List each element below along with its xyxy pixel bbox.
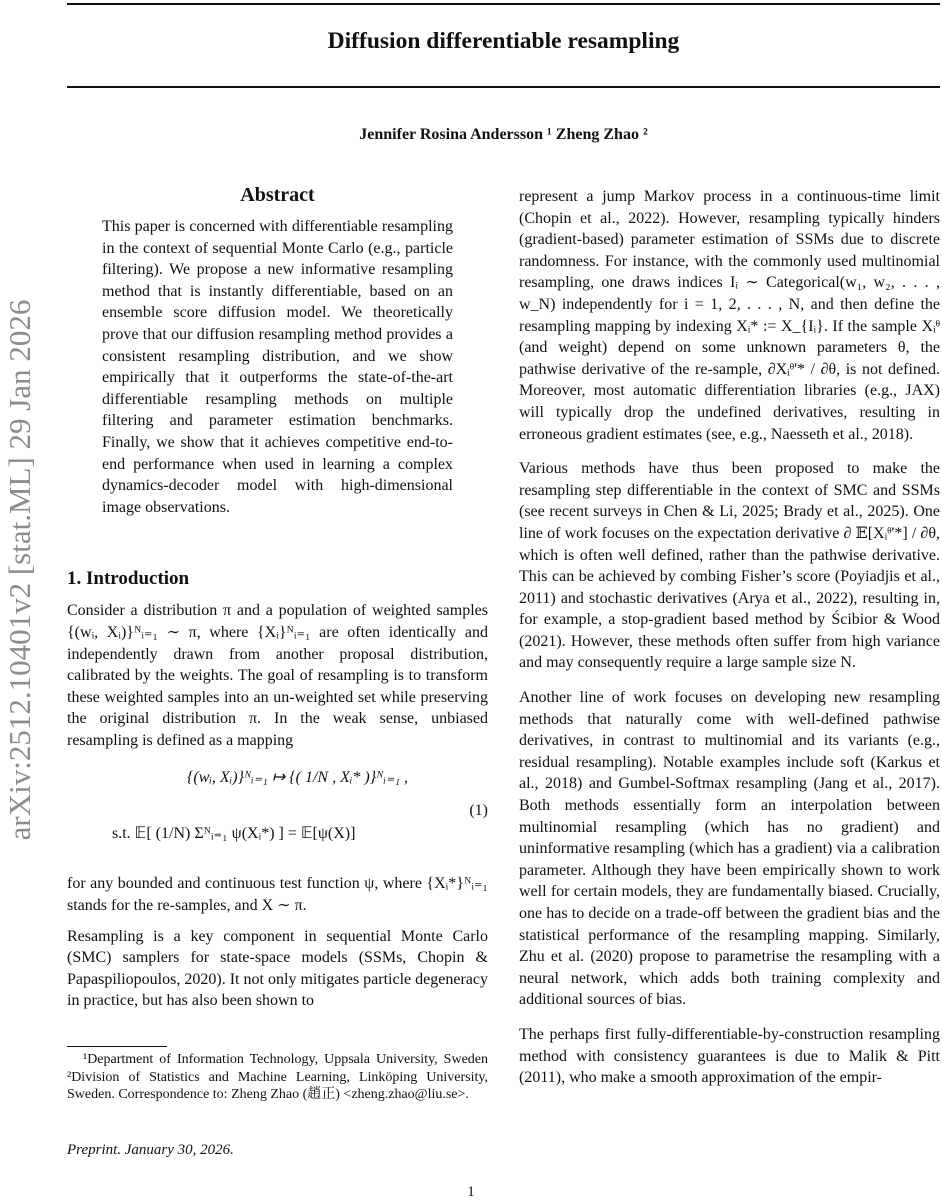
right-paragraph-4: The perhaps first fully-differentiable-by-construction resampling method with consistency guarantees is due to Malik & Pitt (2011), who make a smooth approximation of the empir- [519, 1025, 940, 1087]
right-paragraph-1: represent a jump Markov process in a continuous-time limit (Chopin et al., 2022). However, resampling typically hinders (gradient-based) parameter estimation of SSMs due to discrete randomness. For instance, with the commonly used multinomial resampling, one draws indices Iᵢ ∼ Categorical(w₁, w₂, . . . , w_N) independently for i = 1, 2, . . . , N, and then define the resampling mapping by indexing Xᵢ* := X_{Iᵢ}. If the sample Xᵢᶿ (and weight) depend on some unknown parameters θ, the pathwise derivative of the re-sample, ∂Xᵢᶿ'* / ∂θ, is not defined. Moreover, most automatic differentiation libraries (e.g., JAX) will typically drop the undefined derivatives, resulting in erroneous gradient estimates (see, e.g., Naesseth et al., 2018). [519, 188, 940, 443]
equation-1-line-1: {(wᵢ, Xᵢ)}ᴺᵢ₌₁ ↦ {( 1/N , Xᵢ* )}ᴺᵢ₌₁ , [187, 769, 409, 787]
intro-paragraph-2: for any bounded and continuous test function ψ, where {Xᵢ*}ᴺᵢ₌₁ stands for the re-samples, and X ∼ π. [67, 875, 488, 915]
equation-1 [67, 757, 488, 869]
intro-paragraph-3: Resampling is a key component in sequential Monte Carlo (SMC) samplers for state-space models (SSMs, Chopin & Papaspiliopoulos, 2020). It not only mitigates particle degeneracy in practice, but has also been shown to [67, 927, 488, 1010]
left-column [67, 180, 488, 1012]
introduction-heading: 1. Introduction [67, 568, 190, 590]
paper-title: Diffusion differentiable resampling [327, 28, 680, 54]
equation-number: (1) [469, 802, 488, 820]
top-rule [67, 3, 940, 5]
right-column [519, 186, 940, 1089]
right-paragraph-3: Another line of work focuses on developing new resampling methods that naturally come with well-defined pathwise derivatives, in contrast to multinomial and its variants (e.g., residual resampling). Notable examples include soft (Karkus et al., 2018) and Gumbel-Softmax resampling (Jang et al., 2017). Both methods essentially form an interpolation between multinomial resampling (which has no gradient) and uninformative resampling (which has a gradient) via a calibration parameter. Although they have been empirically shown to work well for certain models, they are fundamentally biased. Crucially, one has to decide on a trade-off between the gradient bias and the statistical performance of the resampling mapping. Similarly, Zhu et al. (2020) propose to parametrise the resampling with a neural network, which adds both training complexity and additional sources of bias. [519, 689, 940, 1009]
abstract-body: This paper is concerned with differentiable resampling in the context of sequential Monte Carlo (e.g., particle filtering). We propose a new informative resampling method that is instantly differentiable, based on an ensemble score diffusion model. We theoretically prove that our diffusion resampling method provides a consistent resampling distribution, and we show empirically that it outperforms the state-of-the-art differentiable resampling methods on multiple filtering and parameter estimation benchmarks. Finally, we show that it achieves competitive end-to-end performance when used in learning a complex dynamics-decoder model with high-dimensional image observations. [102, 218, 453, 516]
intro-paragraph-1: Consider a distribution π and a population of weighted samples {(wᵢ, Xᵢ)}ᴺᵢ₌₁ ∼ π, where {Xᵢ}ᴺᵢ₌₁ are often identically and independently drawn from another proposal distribution, calibrated by the weights. The goal of resampling is to transform these weighted samples into an un-weighted set while preserving the original distribution π. In the weak sense, unbiased resampling is defined as a mapping [67, 602, 488, 749]
arxiv-stamp-text: arXiv:2512.10401v2 [stat.ML] 29 Jan 2026 [2, 299, 37, 841]
title-bottom-rule [67, 86, 940, 88]
footnote-rule [67, 1046, 167, 1047]
page-number: 1 [467, 1184, 475, 1200]
authors: Jennifer Rosina Andersson ¹ Zheng Zhao ² [359, 126, 648, 143]
affiliation-footnote: ¹Department of Information Technology, Uppsala University, Sweden ²Division of Statistics and Machine Learning, Linköping University, Sweden. Correspondence to: Zheng Zhao (趙正) <zheng.zhao@liu.se>. [67, 1052, 488, 1102]
abstract-heading: Abstract [240, 184, 315, 206]
preprint-note: Preprint. January 30, 2026. [67, 1142, 234, 1158]
footnotes [67, 1046, 488, 1104]
right-paragraph-2: Various methods have thus been proposed to make the resampling step differentiable in the context of SMC and SSMs (see recent surveys in Chen & Li, 2025; Brady et al., 2025). One line of work focuses on the expectation derivative ∂ 𝔼[Xᵢᶿ'*] / ∂θ, which is often well defined, rather than the pathwise derivative. This can be achieved by combing Fisher’s score (Poyiadjis et al., 2011) and stochastic derivatives (Arya et al., 2022), resulting in, for example, a stop-gradient based method by Ścibior & Wood (2021). However, these methods often suffer from high variance and may consequently require a large sample size N. [519, 460, 940, 672]
equation-1-line-2: s.t. 𝔼[ (1/N) Σᴺᵢ₌₁ ψ(Xᵢ*) ] = 𝔼[ψ(X)] [112, 825, 356, 843]
arxiv-stamp [0, 0, 40, 1200]
